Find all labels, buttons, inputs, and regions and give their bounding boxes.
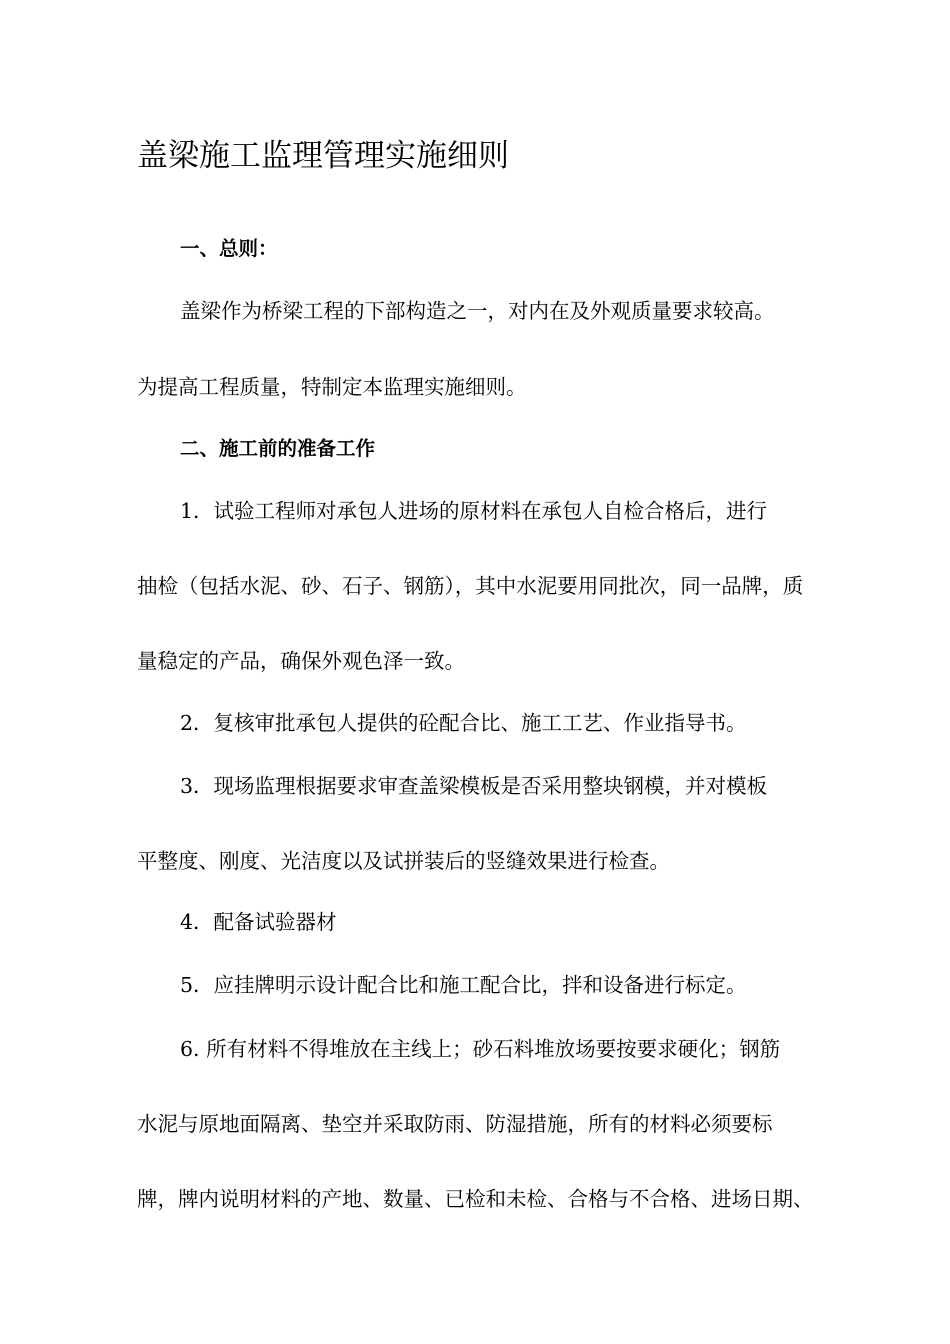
paragraph-line: 平整度、刚度、光洁度以及试拼装后的竖缝效果进行检查。 — [137, 849, 670, 873]
paragraph-line: 5．应挂牌明示设计配合比和施工配合比，拌和设备进行标定。 — [180, 973, 747, 997]
paragraph-line: 4．配备试验器材 — [180, 910, 337, 934]
section-heading-preparation: 二、施工前的准备工作 — [180, 437, 376, 460]
paragraph-line: 盖梁作为桥梁工程的下部构造之一，对内在及外观质量要求较高。 — [180, 299, 775, 323]
paragraph-line: 量稳定的产品，确保外观色泽一致。 — [137, 649, 465, 673]
paragraph-line: 1．试验工程师对承包人进场的原材料在承包人自检合格后，进行 — [180, 499, 768, 523]
document-title: 盖梁施工监理管理实施细则 — [137, 138, 509, 174]
paragraph-line: 2．复核审批承包人提供的砼配合比、施工工艺、作业指导书。 — [180, 711, 747, 735]
paragraph-line: 牌，牌内说明材料的产地、数量、已检和未检、合格与不合格、进场日期、 — [137, 1187, 814, 1211]
section-heading-general: 一、总则： — [180, 237, 278, 260]
paragraph-line: 3．现场监理根据要求审查盖梁模板是否采用整块钢模，并对模板 — [180, 774, 768, 798]
paragraph-line: 抽检（包括水泥、砂、石子、钢筋），其中水泥要用同批次，同一品牌，质 — [137, 574, 804, 598]
paragraph-line: 6. 所有材料不得堆放在主线上；砂石料堆放场要按要求硬化；钢筋 — [180, 1037, 781, 1061]
paragraph-line: 为提高工程质量，特制定本监理实施细则。 — [137, 375, 527, 399]
paragraph-line: 水泥与原地面隔离、垫空并采取防雨、防湿措施，所有的材料必须要标 — [137, 1112, 773, 1136]
